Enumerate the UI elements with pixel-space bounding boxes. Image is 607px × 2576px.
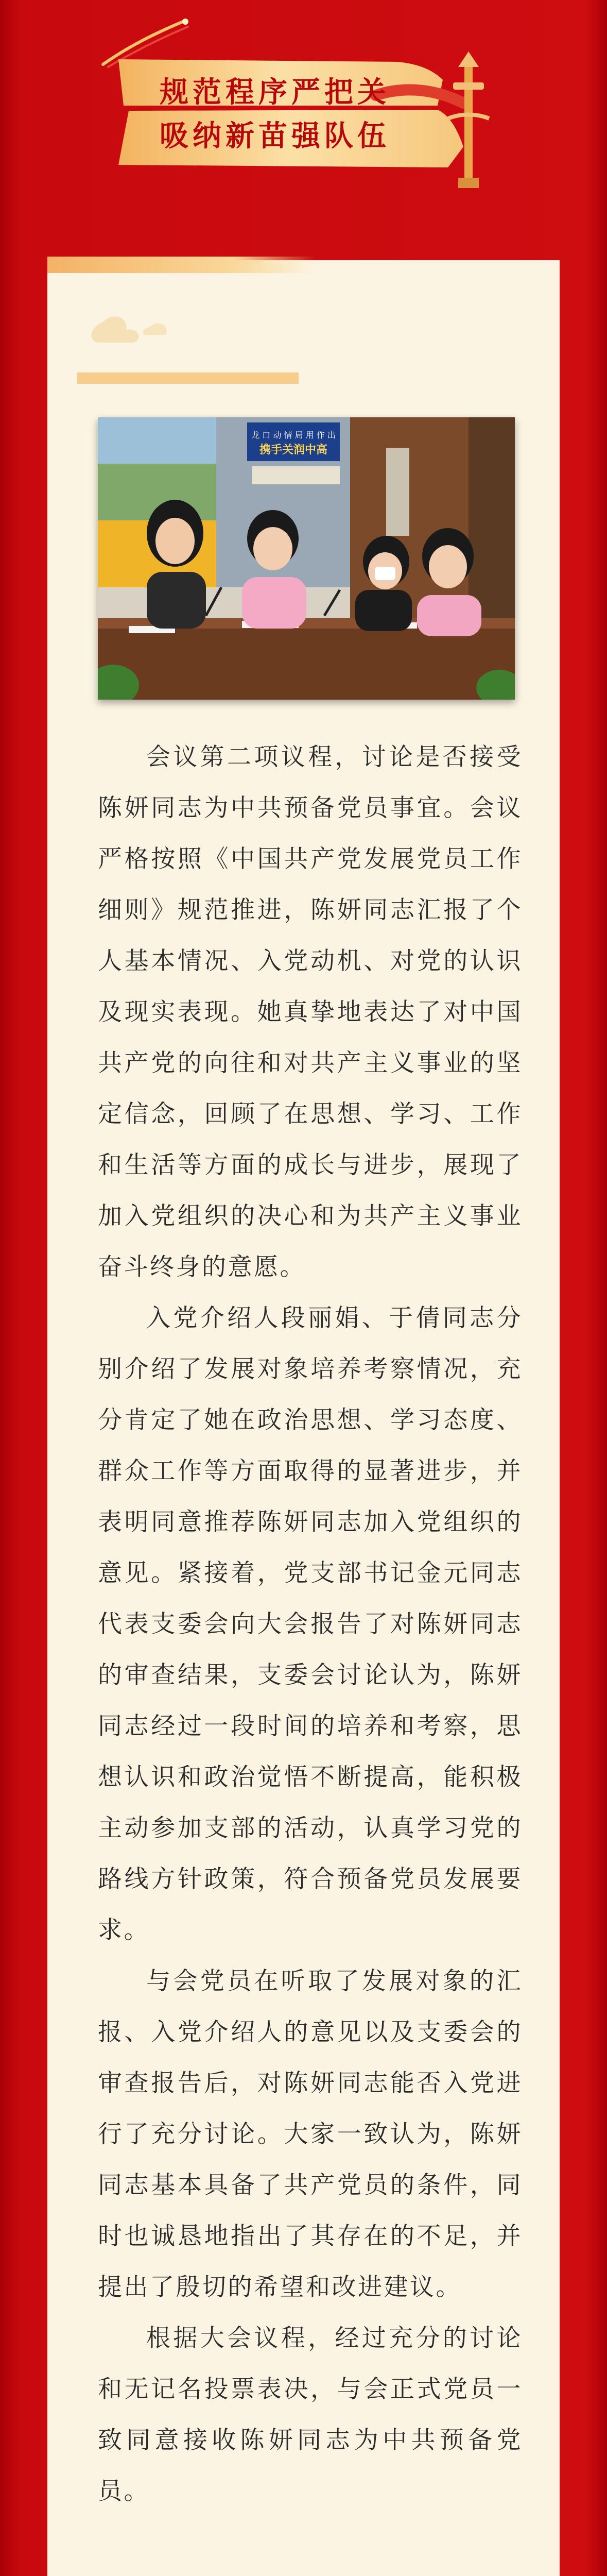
article-paragraph: 与会党员在听取了发展对象的汇报、入党介绍人的意见以及支委会的审查报告后，对陈妍同志能否入党进行了充分讨论。大家一致认为，陈妍同志基本具备了共产党员的条件，同时也诚恳地指出了其存在的不足，并提出了殷切的希望和改进建议。 xyxy=(98,1967,523,2301)
card-top-accent-bar xyxy=(47,257,315,273)
article-paragraph: 根据大会议程，经过充分的讨论和无记名投票表决，与会正式党员一致同意接收陈妍同志为中共预备党员。 xyxy=(98,2324,523,2505)
title-banner xyxy=(108,54,469,173)
article-body xyxy=(98,732,523,2517)
photo-sign-main: 携手关润中高 xyxy=(259,444,328,456)
banner-title-line2: 吸纳新苗强队伍 xyxy=(160,120,390,153)
meeting-photo-illustration xyxy=(98,417,515,700)
banner-title-line1: 规范程序严把关 xyxy=(160,76,390,109)
article-paragraph: 入党介绍人段丽娟、于倩同志分别介绍了发展对象培养考察情况，充分肯定了她在政治思想、学习态度、群众工作等方面取得的显著进步，并表明同意推荐陈妍同志加入党组织的意见。紧接着，党支部书记金元同志代表支委会向大会报告了对陈妍同志的审查结果，支委会讨论认为，陈妍同志经过一段时间的培养和考察，思想认识和政治觉悟不断提高，能积极主动参加支部的活动，认真学习党的路线方针政策，符合预备党员发展要求。 xyxy=(98,1304,523,1944)
meeting-photo xyxy=(98,417,515,700)
cloud-decoration xyxy=(77,307,304,384)
article-paragraph: 会议第二项议程，讨论是否接受陈妍同志为中共预备党员事宜。会议严格按照《中国共产党发展党员工作细则》规范推进，陈妍同志汇报了个人基本情况、入党动机、对党的认识及现实表现。她真挚地表达了对中国共产党的向往和对共产主义事业的坚定信念，回顾了在思想、学习、工作和生活等方面的成长与进步，展现了加入党组织的决心和为共产主义事业奋斗终身的意愿。 xyxy=(98,743,523,1281)
photo-sign-top: 龙 口 动 情 局 用 作 出 xyxy=(251,430,336,440)
huabiao-column-icon xyxy=(438,46,499,191)
